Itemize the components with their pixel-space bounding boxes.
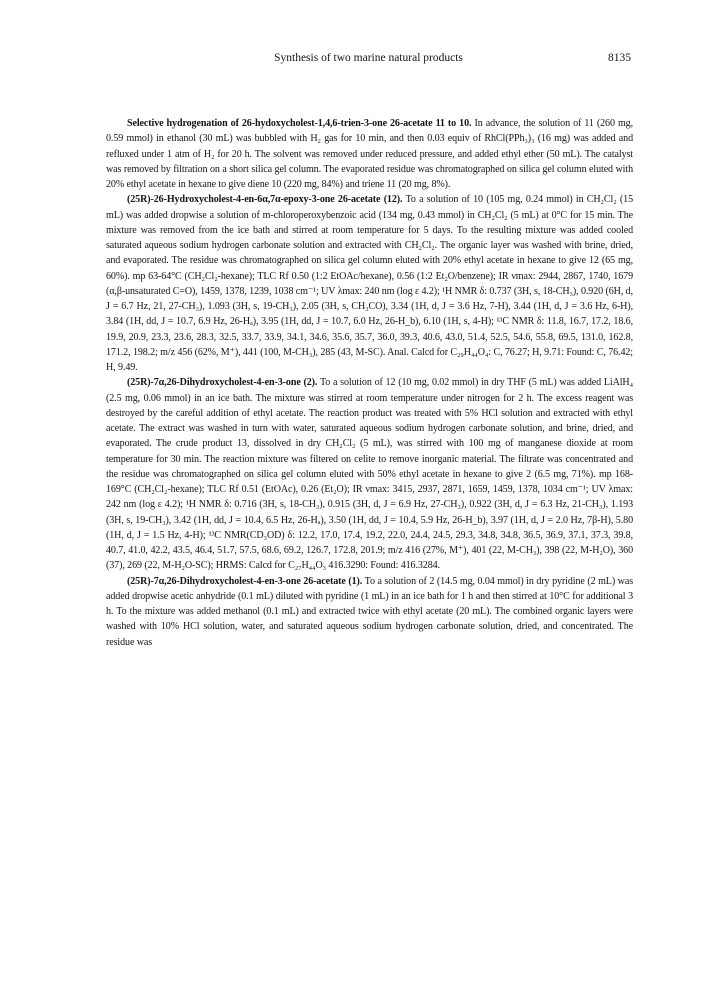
paragraph-text: In advance, the solution of 11 (260 mg, 0.59 mmol) in ethanol (30 mL) was bubbled with H₂ gas for 10 min, and then 0.03 equiv of RhCl(PPh₃)₃ (16 mg) was added and refluxed under 1 atm of H₂ for 20 h. The solvent was removed under reduced pressure, and added ethyl ether (50 mL). The catalyst was removed by filtration on a short silica gel column. The evaporated residue was chromatographed on silica gel column eluted with 20% ethyl acetate in hexane to give diene 10 (220 mg, 84%) and triene 11 (20 mg, 8%).: [106, 118, 633, 190]
paragraph-epoxide-12: [106, 192, 633, 375]
running-head-title: Synthesis of two marine natural products: [274, 52, 463, 64]
paragraph-acetate-1: [106, 574, 633, 650]
paragraph-heading: (25R)-7α,26-Dihydroxycholest-4-en-3-one 26-acetate (1).: [127, 575, 363, 587]
running-head: [106, 52, 631, 68]
paragraph-diol-2: [106, 375, 633, 573]
experimental-section: [106, 116, 633, 650]
paragraph-text: To a solution of 10 (105 mg, 0.24 mmol) in CH₂Cl₂ (15 mL) was added dropwise a solution of m-chloroperoxybenzoic acid (134 mg, 0.43 mmol) in CH₂Cl₂ (5 mL) at 0°C for 15 min. The mixture was removed from the ice bath and stirred at room temperature for 5 days. To the resulting mixture was added cooled saturated aqueous sodium hydrogen carbonate solution and extracted with CH₂Cl₂. The organic layer was washed with brine, dried, and evaporated. The residue was chromatographed on silica gel column eluted with 20% ethyl acetate in hexane to give 12 (65 mg, 60%). mp 63-64°C (CH₂Cl₂-hexane); TLC Rf 0.50 (1:2 EtOAc/hexane), 0.56 (1:2 Et₂O/benzene); IR νmax: 2944, 2867, 1740, 1679 (α,β-unsaturated C=O), 1459, 1378, 1239, 1038 cm⁻¹; UV λmax: 240 nm (log ε 4.2); ¹H NMR δ: 0.737 (3H, s, 18-CH₃), 0.920 (6H, d, J = 6.7 Hz, 21, 27-CH₃), 1.093 (3H, s, 19-CH₃), 2.05 (3H, s, CH₃CO), 3.34 (1H, d, J = 3.6 Hz, 7-H), 3.44 (1H, d, J = 3.6 Hz, 6-H), 3.84 (1H, dd, J = 10.7, 6.9 Hz, 26-Hₐ), 3.95 (1H, dd, J = 10.7, 6.0 Hz, 26-H_b), 6.10 (1H, s, 4-H); ¹³C NMR δ: 11.8, 16.7, 17.2, 18.6, 19.9, 20.9, 23.3, 23.6, 28.3, 32.5, 33.7, 33.9, 34.1, 34.6, 35.6, 35.7, 36.0, 39.3, 40.6, 43.0, 51.4, 52.5, 54.6, 55.8, 69.5, 131.0, 162.8, 171.2, 198.2; m/z 456 (62%, M⁺), 441 (100, M-CH₃), 285 (43, M-SC). Anal. Calcd for C₂₉H₄₄O₄: C, 76.27; H, 9.71: Found: C, 76.42; H, 9.49.: [106, 194, 634, 373]
paragraph-heading: (25R)-7α,26-Dihydroxycholest-4-en-3-one (2).: [127, 377, 318, 389]
paragraph-heading: (25R)-26-Hydroxycholest-4-en-6α,7α-epoxy-3-one 26-acetate (12).: [127, 194, 403, 206]
paragraph-hydrogenation: [106, 116, 633, 192]
paragraph-heading: Selective hydrogenation of 26-hydoxycholest-1,4,6-trien-3-one 26-acetate 11 to 10.: [127, 118, 472, 129]
paragraph-text: To a solution of 2 (14.5 mg, 0.04 mmol) in dry pyridine (2 mL) was added dropwise acetic anhydride (0.1 mL) diluted with pyridine (1 mL) in an ice bath for 1 h and then stirred at 10°C for additional 3 h. To the mixture was added methanol (0.1 mL) and extracted twice with ethyl acetate (20 mL). The combined organic layers were washed with 10% HCl solution, water, and saturated aqueous sodium hydrogen carbonate solution, dried, and concentrated. The residue was: [106, 575, 634, 648]
page-number: 8135: [608, 52, 631, 64]
paragraph-text: To a solution of 12 (10 mg, 0.02 mmol) in dry THF (5 mL) was added LiAlH₄ (2.5 mg, 0.06 mmol) in an ice bath. The mixture was stirred at room temperature under nitrogen for 2 h. The excess reagent was destroyed by the careful addition of ethyl acetate. The reaction product was treated with 5% HCl solution and extracted with ethyl acetate. The extract was washed in turn with water, saturated aqueous sodium hydrogen carbonate solution, and brine, dried, and evaporated. The crude product 13, dissolved in dry CH₂Cl₂ (5 mL), was stirred with 100 mg of manganese dioxide at room temperature for 30 min. The reaction mixture was filtered on celite to remove inorganic material. The filtrate was concentrated and the residue was chromatographed on silica gel column eluted with 50% ethyl acetate in hexane to give 2 (6.5 mg, 71%). mp 168-169°C (CH₂Cl₂-hexane); TLC Rf 0.51 (EtOAc), 0.26 (Et₂O); IR νmax: 3415, 2937, 2871, 1659, 1459, 1378, 1034 cm⁻¹; UV λmax: 242 nm (log ε 4.2); ¹H NMR δ: 0.716 (3H, s, 18-CH₃), 0.915 (3H, d, J = 6.9 Hz, 27-CH₃), 0.922 (3H, d, J = 6.3 Hz, 21-CH₃), 1.193 (3H, s, 19-CH₃), 3.42 (1H, dd, J = 10.4, 6.5 Hz, 26-Hₐ), 3.50 (1H, dd, J = 10.4, 5.9 Hz, 26-H_b), 3.97 (1H, d, J = 2.0 Hz, 7β-H), 5.80 (1H, d, J = 1.5 Hz, 4-H); ¹³C NMR(CD₃OD) δ: 12.2, 17.0, 17.4, 19.2, 22.0, 24.4, 24.5, 29.3, 34.8, 34.8, 36.5, 36.9, 37.1, 37.3, 39.8, 40.7, 41.0, 42.2, 43.5, 46.4, 51.7, 57.5, 68.6, 69.2, 126.7, 172.8, 201.9; m/z 416 (27%, M⁺), 401 (22, M-CH₃), 398 (22, M-H₂O), 360 (37), 269 (22, M-H₂O-SC); HRMS: Calcd for C₂₇H₄₄O₃ 416.3290: Found: 416.3284.: [106, 377, 633, 572]
